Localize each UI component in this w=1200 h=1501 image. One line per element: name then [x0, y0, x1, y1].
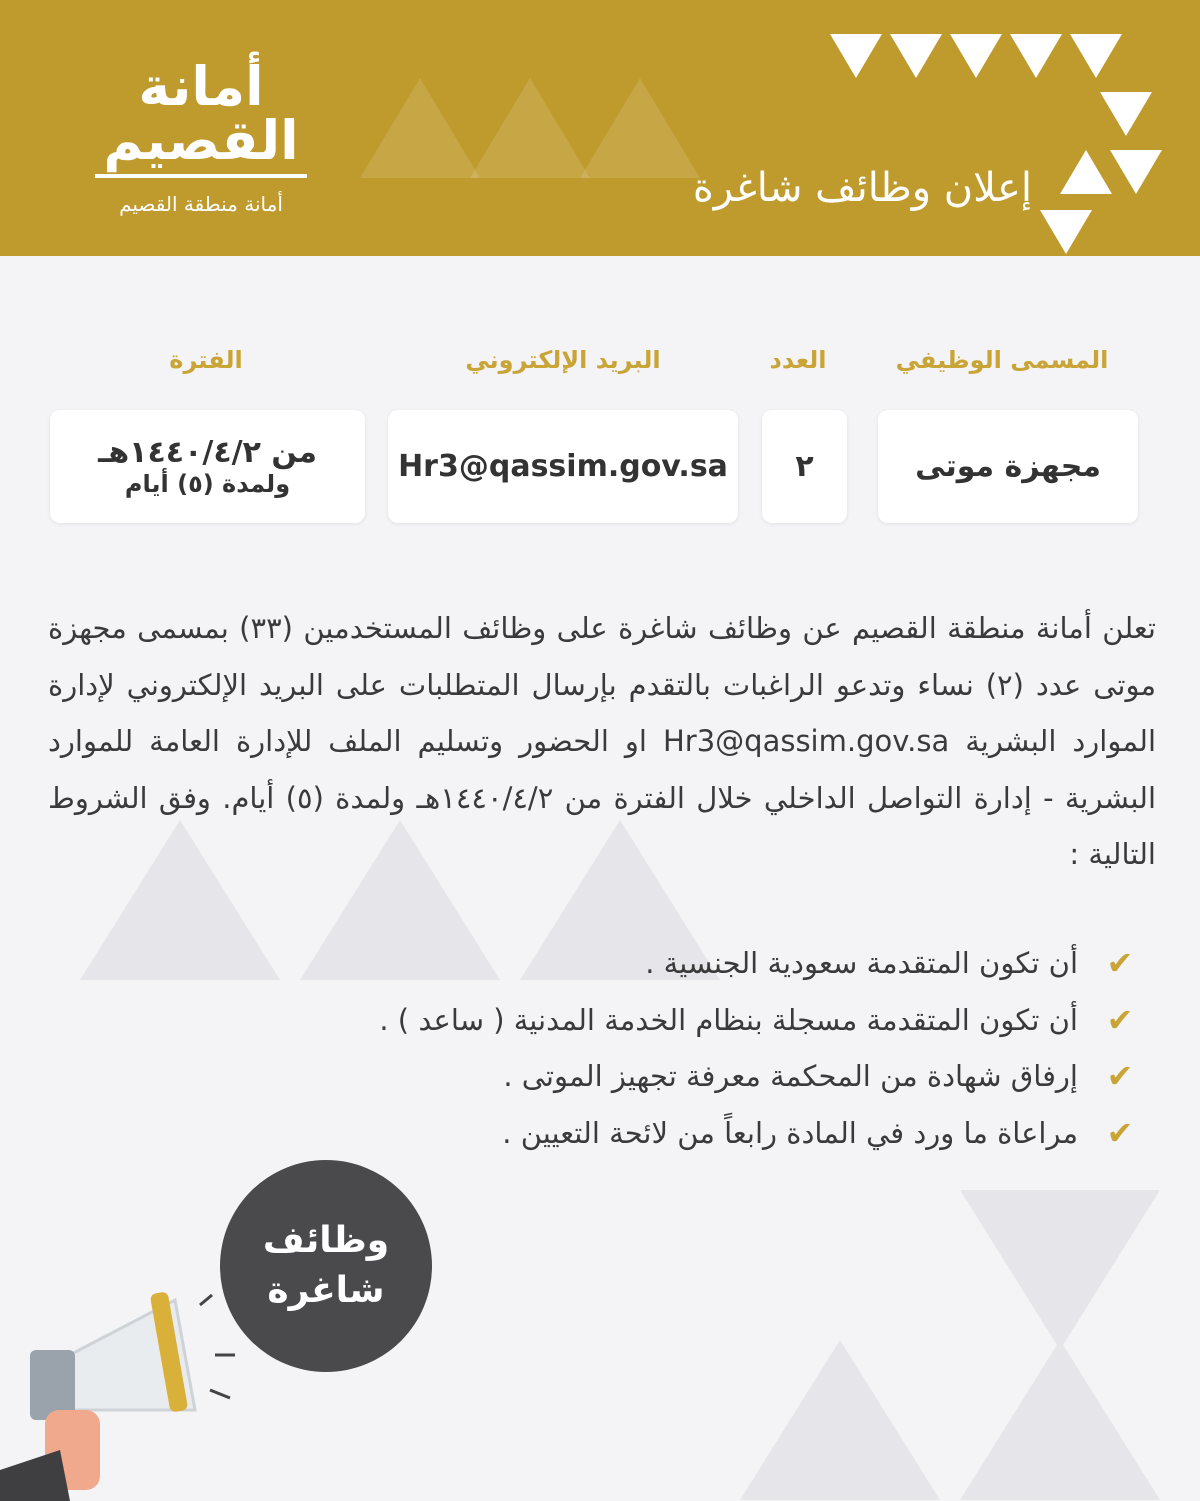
decor-triangle: [960, 1340, 1160, 1500]
period-duration: ولمدة (٥) أيام: [124, 470, 291, 498]
list-item: [140, 1105, 1140, 1162]
megaphone-icon: [0, 1280, 250, 1501]
decor-triangle: [1040, 210, 1092, 254]
check-icon: ✔: [1106, 944, 1134, 982]
period-start: من ١٤٤٠/٤/٢هـ: [98, 435, 317, 470]
list-item: [140, 1048, 1140, 1105]
period-cell: [50, 410, 365, 523]
logo-subtitle: أمانة منطقة القصيم: [119, 192, 283, 216]
decor-triangle: [960, 1190, 1160, 1350]
check-icon: ✔: [1106, 1113, 1134, 1152]
condition-text: مراعاة ما ورد في المادة رابعاً من لائحة التعيين .: [502, 1115, 1078, 1150]
email-cell: [388, 410, 738, 523]
count-cell: [762, 410, 847, 523]
decor-triangle: [470, 78, 590, 178]
list-item: [140, 935, 1140, 992]
page-title: إعلان وظائف شاغرة: [692, 165, 1032, 211]
header-banner: [0, 0, 1200, 256]
badge-line2: شاغرة: [267, 1270, 385, 1311]
logo: [95, 55, 307, 216]
count-value: ٢: [795, 449, 814, 484]
check-icon: ✔: [1106, 1000, 1134, 1039]
decor-triangle: [580, 78, 700, 178]
decor-triangle: [360, 78, 480, 178]
condition-text: أن تكون المتقدمة سعودية الجنسية .: [645, 946, 1078, 980]
job-title-cell: [878, 410, 1138, 523]
column-header-email: البريد الإلكتروني: [465, 346, 661, 374]
logo-mark: أمانة القصيم: [95, 60, 307, 178]
column-header-job-title: المسمى الوظيفي: [895, 346, 1109, 374]
decor-triangle: [1010, 34, 1062, 78]
vacancies-badge: [220, 1160, 432, 1372]
column-header-period: الفترة: [169, 346, 243, 374]
decor-triangle: [830, 34, 882, 78]
decor-triangle: [1070, 34, 1122, 78]
badge-line1: وظائف: [262, 1220, 390, 1261]
decor-triangle: [1100, 92, 1152, 136]
column-header-count: العدد: [769, 346, 827, 374]
check-icon: ✔: [1106, 1057, 1134, 1095]
list-item: [140, 992, 1140, 1049]
condition-text: أن تكون المتقدمة مسجلة بنظام الخدمة المدنية ( ساعد ) .: [379, 1002, 1078, 1037]
decor-triangle: [950, 34, 1002, 78]
conditions-list: [140, 935, 1140, 1161]
job-title-value: مجهزة موتى: [915, 449, 1101, 484]
decor-triangle: [1060, 150, 1112, 194]
decor-triangle: [740, 1340, 940, 1500]
condition-text: إرفاق شهادة من المحكمة معرفة تجهيز الموتى .: [503, 1059, 1078, 1093]
decor-triangle: [1110, 150, 1162, 194]
email-value[interactable]: Hr3@qassim.gov.sa: [398, 449, 728, 484]
decor-triangle: [890, 34, 942, 78]
announcement-paragraph: تعلن أمانة منطقة القصيم عن وظائف شاغرة على وظائف المستخدمين (٣٣) بمسمى مجهزة موتى عدد (٢) نساء وتدعو الراغبات بالتقدم بإرسال المتطلبات على البريد الإلكتروني لإدارة الموارد البشرية Hr3@qassim.gov.sa او الحضور وتسليم الملف للإدارة العامة للموارد البشرية - إدارة التواصل الداخلي خلال الفترة من ١٤٤٠/٤/٢هـ ولمدة (٥) أيام. وفق الشروط التالية :: [48, 611, 1157, 871]
